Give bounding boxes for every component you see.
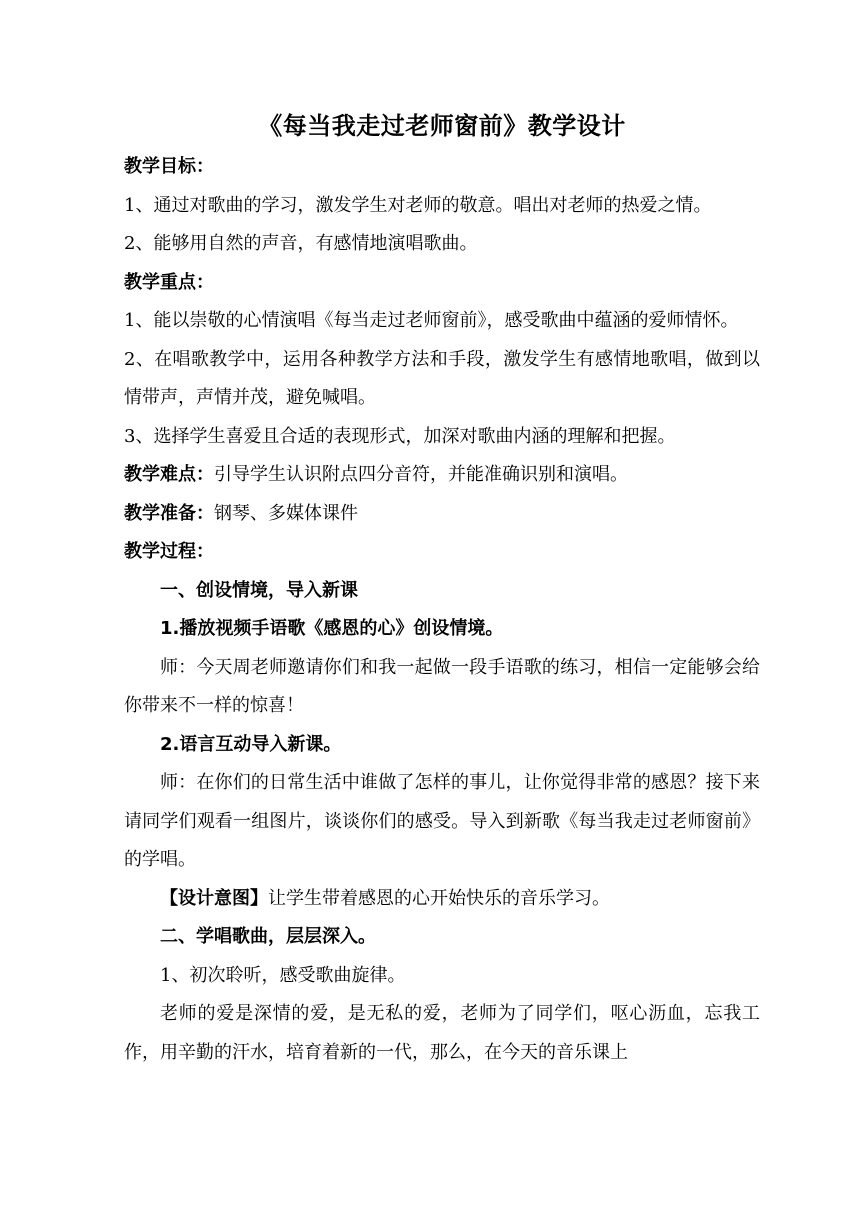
section1-intent bbox=[124, 880, 760, 919]
objectives-heading: 教学目标： bbox=[124, 156, 214, 177]
key-point-item-3: 3、选择学生喜爱且合适的表现形式，加深对歌曲内涵的理解和把握。 bbox=[124, 425, 676, 447]
section2-title: 二、学唱歌曲，层层深入。 bbox=[160, 926, 376, 947]
page-title: 《每当我走过老师窗前》教学设计 bbox=[258, 112, 626, 140]
document-body bbox=[124, 104, 760, 1072]
section1-step2-text: 师：在你们的日常生活中谁做了怎样的事儿，让你觉得非常的感恩？接下来请同学们观看一组图片，谈谈你们的感受。导入到新歌《每当我走过老师窗前》的学唱。 bbox=[124, 772, 760, 870]
difficulty-text: 引导学生认识附点四分音符，并能准确识别和演唱。 bbox=[214, 464, 628, 485]
preparation-text: 钢琴、多媒体课件 bbox=[214, 502, 358, 524]
section2-step1-text: 老师的爱是深情的爱，是无私的爱，老师为了同学们，呕心沥血，忘我工作，用辛勤的汗水，培育着新的一代，那么，在今天的音乐课上 bbox=[124, 1003, 760, 1063]
difficulty-paragraph bbox=[124, 456, 760, 495]
section2-step1-title: 1、初次聆听，感受歌曲旋律。 bbox=[160, 964, 406, 986]
key-point-item-2: 2、在唱歌教学中，运用各种教学方法和手段，激发学生有感情地歌唱，做到以情带声，声情并茂，避免喊唱。 bbox=[124, 348, 760, 408]
intent-text: 让学生带着感恩的心开始快乐的音乐学习。 bbox=[268, 887, 610, 909]
section1-step1-title: 1.播放视频手语歌《感恩的心》创设情境。 bbox=[160, 618, 504, 639]
process-heading: 教学过程： bbox=[124, 541, 214, 562]
objective-item-1: 1、通过对歌曲的学习，激发学生对老师的敬意。唱出对老师的热爱之情。 bbox=[124, 194, 712, 216]
preparation-heading: 教学准备： bbox=[124, 502, 214, 524]
section1-step1-text: 师：今天周老师邀请你们和我一起做一段手语歌的练习，相信一定能够会给你带来不一样的惊喜！ bbox=[124, 656, 760, 716]
section1-title: 一、创设情境，导入新课 bbox=[160, 579, 358, 601]
intent-label: 【设计意图】 bbox=[160, 887, 268, 909]
difficulty-heading: 教学难点： bbox=[124, 464, 214, 485]
preparation-paragraph bbox=[124, 495, 760, 534]
key-point-item-1: 1、能以崇敬的心情演唱《每当走过老师窗前》，感受歌曲中蕴涵的爱师情怀。 bbox=[124, 310, 739, 331]
objective-item-2: 2、能够用自然的声音，有感情地演唱歌曲。 bbox=[124, 233, 478, 254]
key-points-heading: 教学重点： bbox=[124, 271, 214, 293]
section1-step2-title: 2.语言互动导入新课。 bbox=[160, 733, 342, 755]
